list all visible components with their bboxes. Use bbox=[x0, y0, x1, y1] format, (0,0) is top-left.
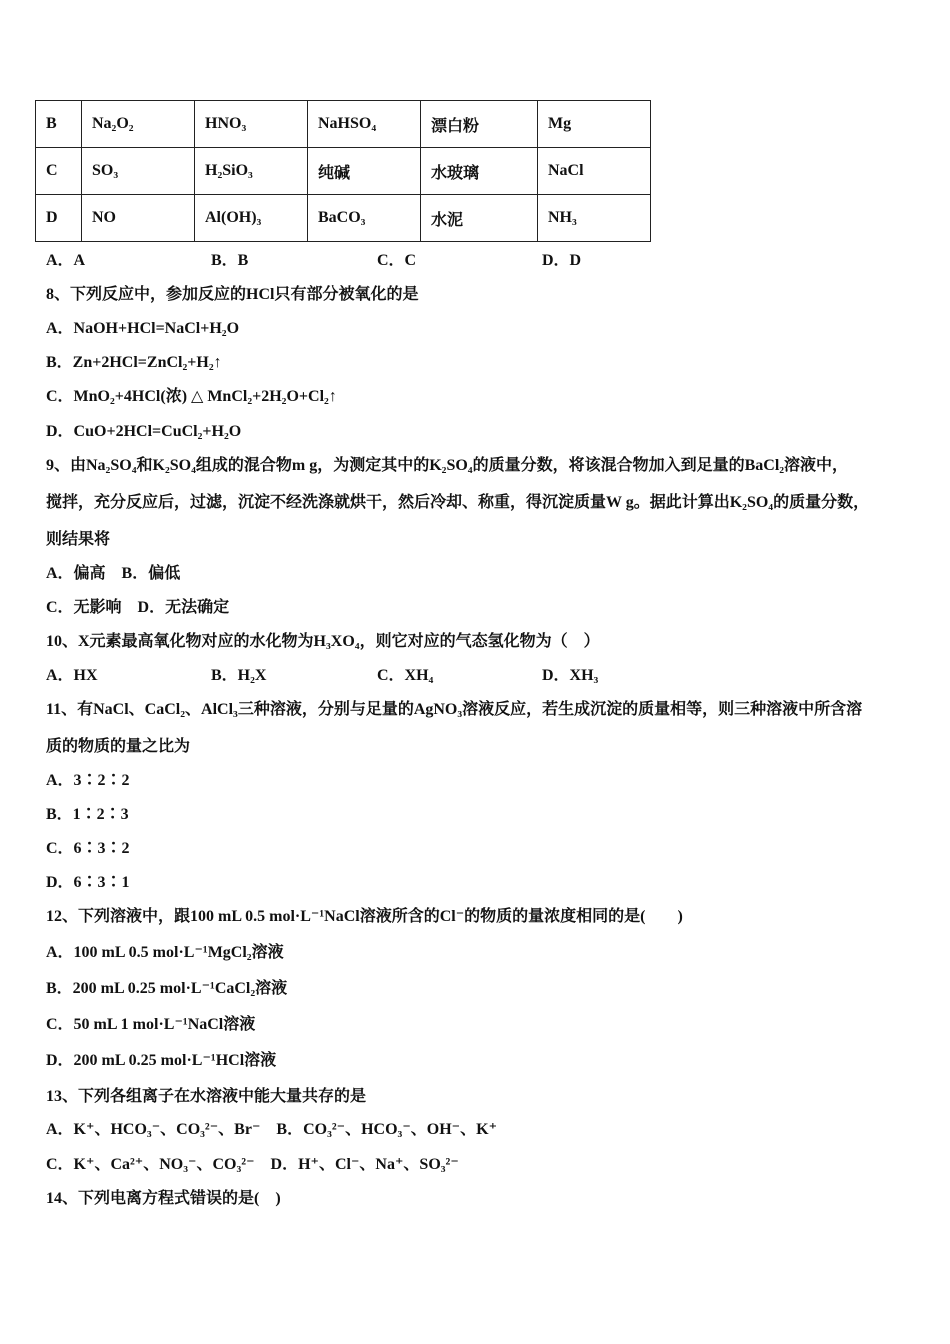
q7-option-c[interactable]: C．C bbox=[377, 252, 417, 269]
q9-stem-line: 则结果将 bbox=[46, 531, 111, 548]
q11-option-d[interactable]: D．6∶3∶1 bbox=[46, 874, 130, 891]
q10-stem: 10、X元素最高氧化物对应的水化物为H₃XO₄，则它对应的气态氢化物为（ ） bbox=[46, 633, 600, 650]
q8-option-d[interactable]: D．CuO+2HCl=CuCl₂+H₂O bbox=[46, 423, 242, 440]
q9-options-ab[interactable]: A．偏高 B．偏低 bbox=[46, 565, 181, 582]
q13-options-cd[interactable]: C．K⁺、Ca²⁺、NO₃⁻、CO₃²⁻ D．H⁺、Cl⁻、Na⁺、SO₃²⁻ bbox=[46, 1156, 459, 1173]
q10-option-b[interactable]: B．H₂X bbox=[211, 667, 267, 684]
q12-option-c[interactable]: C．50 mL 1 mol·L⁻¹NaCl溶液 bbox=[46, 1016, 256, 1033]
q11-option-c[interactable]: C．6∶3∶2 bbox=[46, 840, 130, 857]
q11-option-b[interactable]: B．1∶2∶3 bbox=[46, 806, 129, 823]
table-cell: BaCO₃ bbox=[308, 195, 421, 242]
q9-stem-line: 搅拌，充分反应后，过滤，沉淀不经洗涤就烘干，然后冷却、称重，得沉淀质量W g。据此计算出K₂SO₄的质量分数， bbox=[46, 494, 870, 511]
table-cell: 水泥 bbox=[421, 195, 538, 242]
table-cell: H₂SiO₃ bbox=[195, 148, 308, 195]
q12-stem: 12、下列溶液中，跟100 mL 0.5 mol·L⁻¹NaCl溶液所含的Cl⁻的物质的量浓度相同的是( ) bbox=[46, 908, 683, 925]
table-row bbox=[36, 195, 651, 242]
q10-option-a[interactable]: A．HX bbox=[46, 667, 98, 684]
row-label: B bbox=[36, 101, 82, 148]
row-label: C bbox=[36, 148, 82, 195]
q11-option-a[interactable]: A．3∶2∶2 bbox=[46, 772, 130, 789]
table-cell: 水玻璃 bbox=[421, 148, 538, 195]
table-cell: Al(OH)₃ bbox=[195, 195, 308, 242]
q7-option-d[interactable]: D．D bbox=[542, 252, 582, 269]
table-cell: HNO₃ bbox=[195, 101, 308, 148]
q11-stem-line: 11、有NaCl、CaCl₂、AlCl₃三种溶液，分别与足量的AgNO₃溶液反应，若生成沉淀的质量相等，则三种溶液中所含溶 bbox=[46, 701, 863, 718]
q8-stem: 8、下列反应中，参加反应的HCl只有部分被氧化的是 bbox=[46, 286, 419, 303]
q9-stem-line: 9、由Na₂SO₄和K₂SO₄组成的混合物m g，为测定其中的K₂SO₄的质量分数，将该混合物加入到足量的BaCl₂溶液中， bbox=[46, 457, 849, 474]
q10-option-d[interactable]: D．XH₃ bbox=[542, 667, 599, 684]
q13-stem: 13、下列各组离子在水溶液中能大量共存的是 bbox=[46, 1088, 367, 1105]
table-cell: Mg bbox=[538, 101, 651, 148]
q13-options-ab[interactable]: A．K⁺、HCO₃⁻、CO₃²⁻、Br⁻ B．CO₃²⁻、HCO₃⁻、OH⁻、K⁺ bbox=[46, 1121, 498, 1138]
q7-option-b[interactable]: B．B bbox=[211, 252, 249, 269]
q12-option-b[interactable]: B．200 mL 0.25 mol·L⁻¹CaCl₂溶液 bbox=[46, 980, 288, 997]
table-cell: NaCl bbox=[538, 148, 651, 195]
q8-option-b[interactable]: B．Zn+2HCl=ZnCl₂+H₂↑ bbox=[46, 354, 222, 371]
q10-option-c[interactable]: C．XH₄ bbox=[377, 667, 434, 684]
q7-option-a[interactable]: A．A bbox=[46, 252, 86, 269]
table-cell: NH₃ bbox=[538, 195, 651, 242]
q12-option-a[interactable]: A．100 mL 0.5 mol·L⁻¹MgCl₂溶液 bbox=[46, 944, 284, 961]
table-cell: SO₃ bbox=[82, 148, 195, 195]
table-row bbox=[36, 148, 651, 195]
table-cell: 漂白粉 bbox=[421, 101, 538, 148]
table-cell: NO bbox=[82, 195, 195, 242]
table-cell: 纯碱 bbox=[308, 148, 421, 195]
row-label: D bbox=[36, 195, 82, 242]
q9-options-cd[interactable]: C．无影响 D．无法确定 bbox=[46, 599, 230, 616]
q8-option-a[interactable]: A．NaOH+HCl=NaCl+H₂O bbox=[46, 320, 240, 337]
classification-table bbox=[35, 100, 651, 242]
table-cell: NaHSO₄ bbox=[308, 101, 421, 148]
q11-stem-line: 质的物质的量之比为 bbox=[46, 738, 191, 755]
q8-option-c[interactable]: C．MnO₂+4HCl(浓) △ MnCl₂+2H₂O+Cl₂↑ bbox=[46, 388, 337, 405]
table-cell: Na₂O₂ bbox=[82, 101, 195, 148]
q12-option-d[interactable]: D．200 mL 0.25 mol·L⁻¹HCl溶液 bbox=[46, 1052, 277, 1069]
q14-stem: 14、下列电离方程式错误的是( ) bbox=[46, 1190, 281, 1207]
table-row bbox=[36, 101, 651, 148]
